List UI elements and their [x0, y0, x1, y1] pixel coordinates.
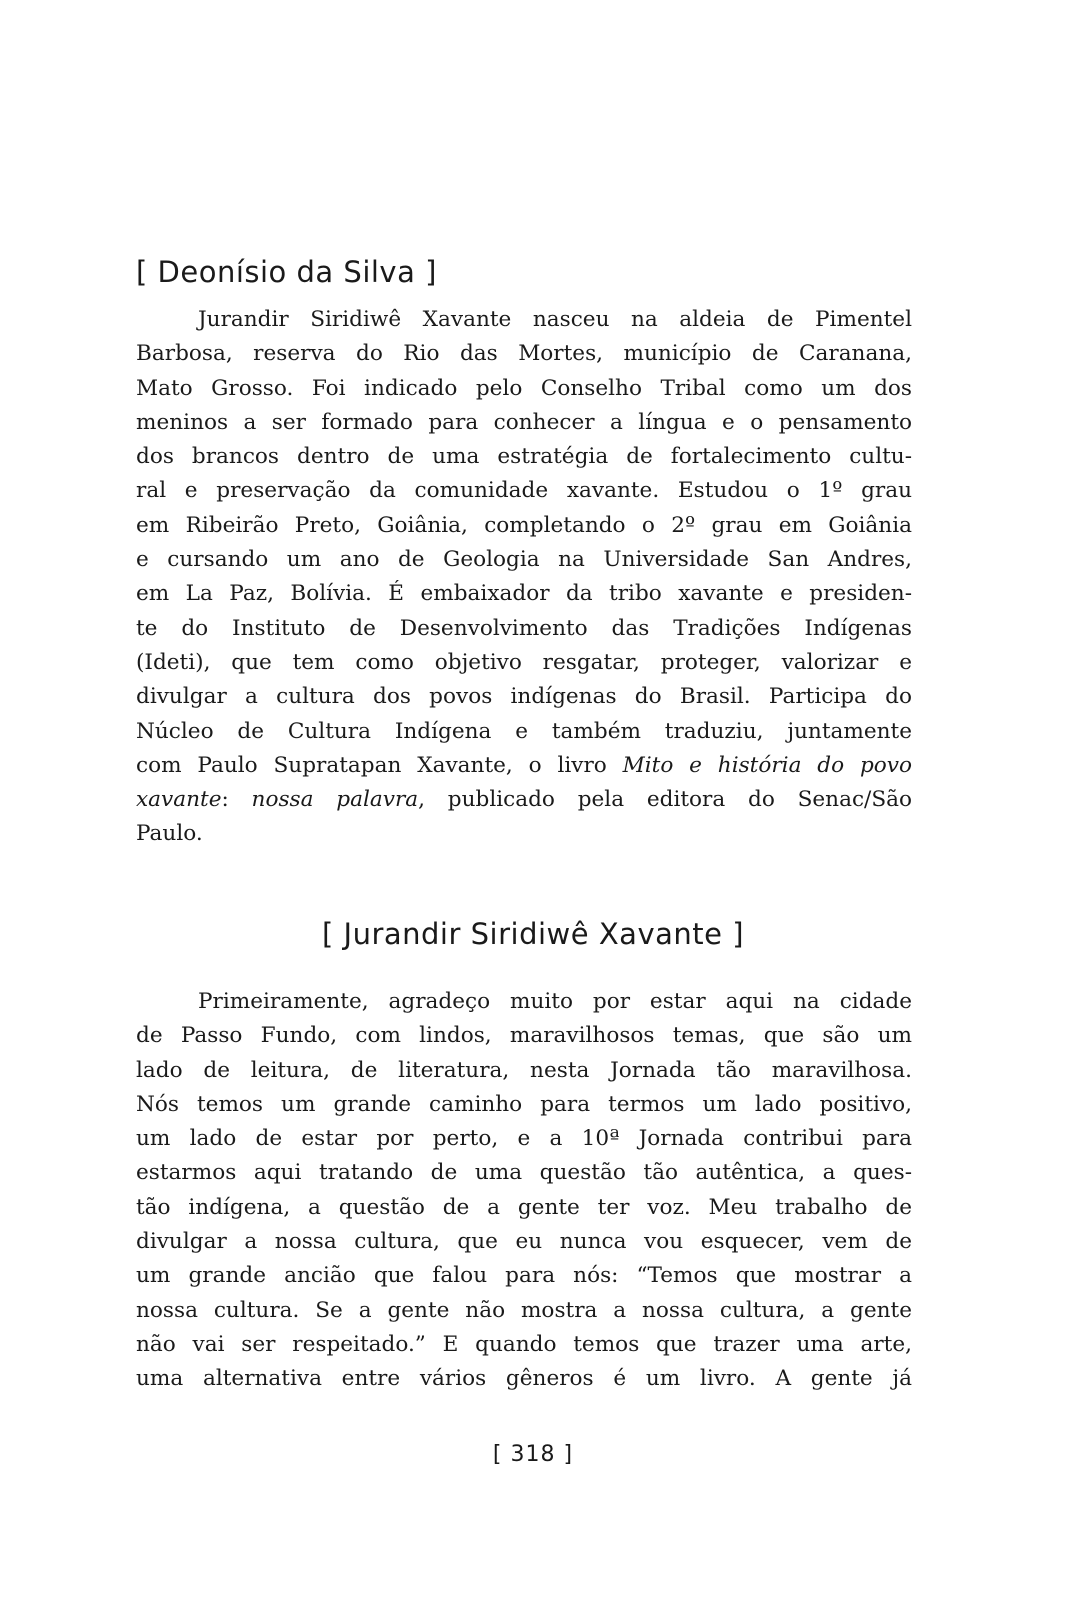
text-line-with-title	[136, 749, 912, 783]
text-line: divulgar a nossa cultura, que eu nunca vou esquecer, vem de	[136, 1229, 912, 1255]
text-line: um grande ancião que falou para nós: “Temos que mostrar a	[136, 1263, 912, 1289]
text-line: de Passo Fundo, com lindos, maravilhosos temas, que são um	[136, 1023, 912, 1049]
text-line: em La Paz, Bolívia. É embaixador da tribo xavante e presiden-	[136, 581, 912, 607]
text-line: (Ideti), que tem como objetivo resgatar, proteger, valorizar e	[136, 649, 912, 675]
section-heading-jurandir: [ Jurandir Siridiwê Xavante ]	[321, 917, 745, 951]
text-line: dos brancos dentro de uma estratégia de fortalecimento cultu-	[136, 444, 912, 470]
text-line: Núcleo de Cultura Indígena e também traduziu, juntamente	[136, 718, 912, 744]
section-heading-deonisio: [ Deonísio da Silva ]	[136, 255, 437, 289]
text-line: nossa cultura. Se a gente não mostra a nossa cultura, a gente	[136, 1297, 912, 1323]
text-line: Nós temos um grande caminho para termos um lado positivo,	[136, 1091, 912, 1117]
page-number: [ 318 ]	[492, 1442, 574, 1467]
text-line: estarmos aqui tratando de uma questão tão autêntica, a ques-	[136, 1160, 912, 1186]
text-line: te do Instituto de Desenvolvimento das Tradições Indígenas	[136, 615, 912, 641]
book-subtitle-italic: nossa palavra	[251, 787, 419, 813]
book-title-italic: xavante	[136, 787, 222, 813]
text-line: tão indígena, a questão de a gente ter voz. Meu trabalho de	[136, 1194, 912, 1220]
paragraph-deonisio	[136, 303, 912, 852]
text-line: Paulo.	[136, 821, 203, 847]
text-fragment: , publicado pela editora do Senac/São	[418, 787, 912, 813]
text-line: Mato Grosso. Foi indicado pelo Conselho Tribal como um dos	[136, 375, 912, 401]
text-line: em Ribeirão Preto, Goiânia, completando o 2º grau em Goiânia	[136, 512, 912, 538]
text-line: não vai ser respeitado.” E quando temos que trazer uma arte,	[136, 1331, 912, 1357]
text-line: Jurandir Siridiwê Xavante nasceu na aldeia de Pimentel	[198, 307, 912, 332]
text-line: uma alternativa entre vários gêneros é um livro. A gente já	[136, 1366, 912, 1392]
text-line: lado de leitura, de literatura, nesta Jornada tão maravilhosa.	[136, 1057, 912, 1083]
text-line: ral e preservação da comunidade xavante. Estudou o 1º grau	[136, 478, 912, 504]
paragraph-jurandir	[136, 985, 912, 1397]
text-line: Primeiramente, agradeço muito por estar aqui na cidade	[198, 989, 912, 1014]
text-line: um lado de estar por perto, e a 10ª Jornada contribui para	[136, 1126, 912, 1152]
text-line: e cursando um ano de Geologia na Universidade San Andres,	[136, 547, 912, 573]
text-line: meninos a ser formado para conhecer a língua e o pensamento	[136, 409, 912, 435]
text-line: divulgar a cultura dos povos indígenas do Brasil. Participa do	[136, 684, 912, 710]
text-line-with-title	[136, 783, 912, 817]
text-fragment: com Paulo Supratapan Xavante, o livro	[136, 752, 623, 778]
text-fragment: :	[221, 787, 252, 813]
book-title-italic: Mito e história do povo	[622, 752, 912, 778]
text-line: Barbosa, reserva do Rio das Mortes, município de Caranana,	[136, 341, 912, 367]
